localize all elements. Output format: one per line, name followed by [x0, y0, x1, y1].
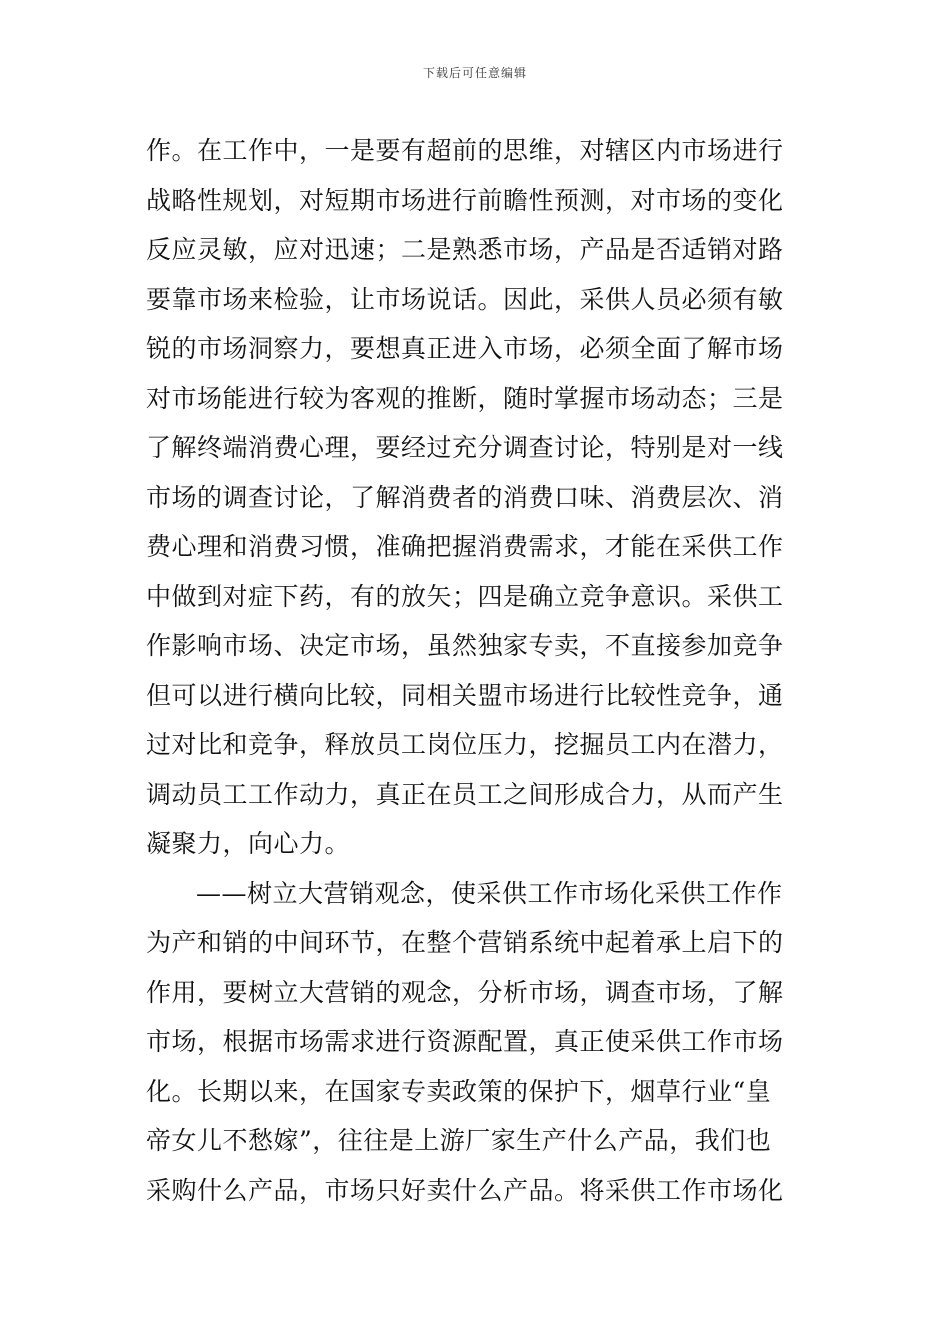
text-line: 但可以进行横向比较，同相关盟市场进行比较性竞争，通: [146, 680, 784, 710]
text-line: 市场的调查讨论，了解消费者的消费口味、消费层次、消: [146, 482, 784, 512]
text-line: 反应灵敏，应对迅速；二是熟悉市场，产品是否适销对路: [146, 235, 784, 264]
text-line: 过对比和竞争，释放员工岗位压力，挖掘员工内在潜力，: [146, 730, 784, 759]
body-text: [146, 126, 806, 1215]
text-line: 为产和销的中间环节，在整个营销系统中起着承上启下的: [146, 928, 784, 957]
text-line: 作。在工作中，一是要有超前的思维，对辖区内市场进行: [146, 136, 784, 165]
text-line: 要靠市场来检验，让市场说话。因此，采供人员必须有敏: [146, 284, 784, 314]
paragraph-first-line: ——树立大营销观念，使采供工作市场化采供工作作: [196, 878, 783, 908]
text-line: 对市场能进行较为客观的推断，随时掌握市场动态；三是: [146, 383, 784, 413]
text-line: 锐的市场洞察力，要想真正进入市场，必须全面了解市场: [146, 334, 784, 363]
text-line: 中做到对症下药，有的放矢；四是确立竞争意识。采供工: [146, 581, 784, 611]
text-line: 采购什么产品，市场只好卖什么产品。将采供工作市场化: [146, 1175, 784, 1205]
text-line: 费心理和消费习惯，准确把握消费需求，才能在采供工作: [146, 532, 784, 561]
page-header: 下载后可任意编辑: [422, 66, 527, 80]
text-line: 了解终端消费心理，要经过充分调查讨论，特别是对一线: [146, 433, 784, 462]
text-line: 调动员工工作动力，真正在员工之间形成合力，从而产生: [146, 779, 784, 809]
text-line: 作影响市场、决定市场，虽然独家专卖，不直接参加竞争: [146, 631, 784, 660]
text-line: 战略性规划，对短期市场进行前瞻性预测，对市场的变化: [146, 185, 784, 215]
text-line: 帝女儿不愁嫁”，往往是上游厂家生产什么产品，我们也: [146, 1126, 772, 1155]
text-line: 作用，要树立大营销的观念，分析市场，调查市场，了解: [146, 977, 784, 1007]
text-line: 市场，根据市场需求进行资源配置，真正使采供工作市场: [146, 1027, 784, 1056]
text-line: 化。长期以来，在国家专卖政策的保护下，烟草行业“皇: [146, 1076, 772, 1106]
text-line: 凝聚力，向心力。: [146, 829, 351, 858]
